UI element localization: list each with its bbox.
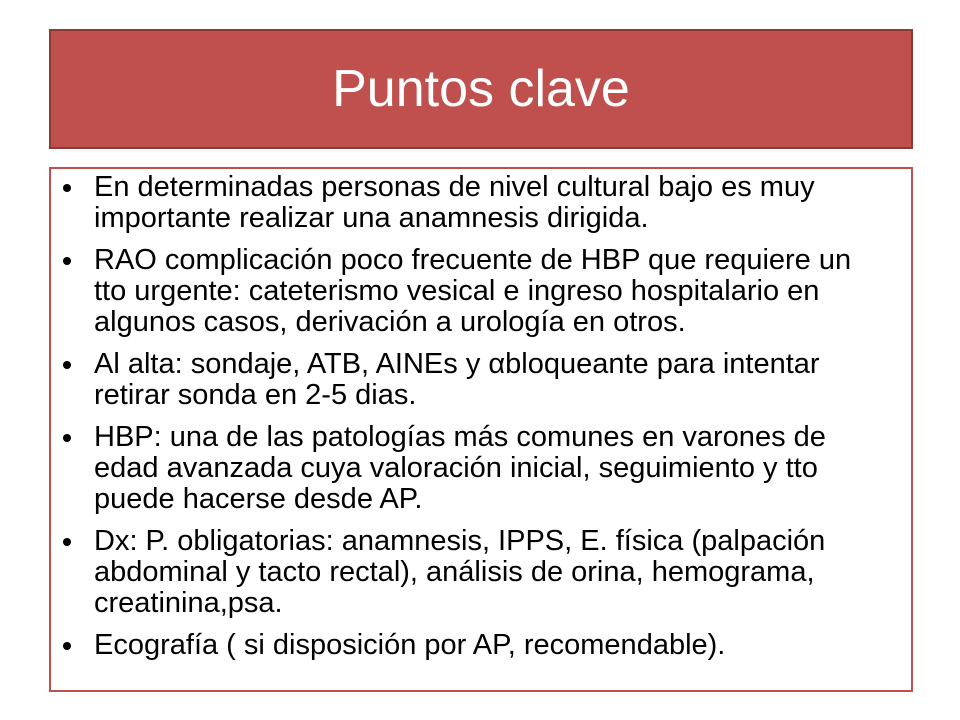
content-box <box>49 167 913 692</box>
slide-title: Puntos clave <box>332 60 630 118</box>
title-box <box>49 29 913 149</box>
bullet-marker <box>63 642 71 650</box>
bullet-text: RAO complicación poco frecuente de HBP que requiere un tto urgente: cateterismo vesical e ingreso hospitalario en algunos casos, derivación a urología en otros. <box>94 244 852 338</box>
bullet-text: Al alta: sondaje, ATB, AINEs y αbloqueante para intentar retirar sonda en 2-5 dias. <box>94 348 820 411</box>
bullet-marker <box>63 361 71 369</box>
bullet-item <box>51 422 864 515</box>
bullet-marker <box>63 184 71 192</box>
bullet-marker <box>63 434 71 442</box>
bullet-item <box>51 349 864 411</box>
bullet-item <box>51 172 864 234</box>
bullet-item <box>51 526 864 619</box>
bullet-item <box>51 245 864 338</box>
bullet-text: Ecografía ( si disposición por AP, recomendable). <box>94 629 726 661</box>
bullet-marker <box>63 538 71 546</box>
bullet-item <box>51 630 864 661</box>
bullet-text: Dx: P. obligatorias: anamnesis, IPPS, E. física (palpación abdominal y tacto rectal), análisis de orina, hemograma, creatinina,psa. <box>94 525 826 619</box>
bullet-text: En determinadas personas de nivel cultural bajo es muy importante realizar una anamnesis dirigida. <box>94 171 815 234</box>
bullet-text: HBP: una de las patologías más comunes en varones de edad avanzada cuya valoración inicial, seguimiento y tto puede hacerse desde AP. <box>94 421 826 515</box>
bullet-list <box>51 169 911 661</box>
bullet-marker <box>63 257 71 265</box>
